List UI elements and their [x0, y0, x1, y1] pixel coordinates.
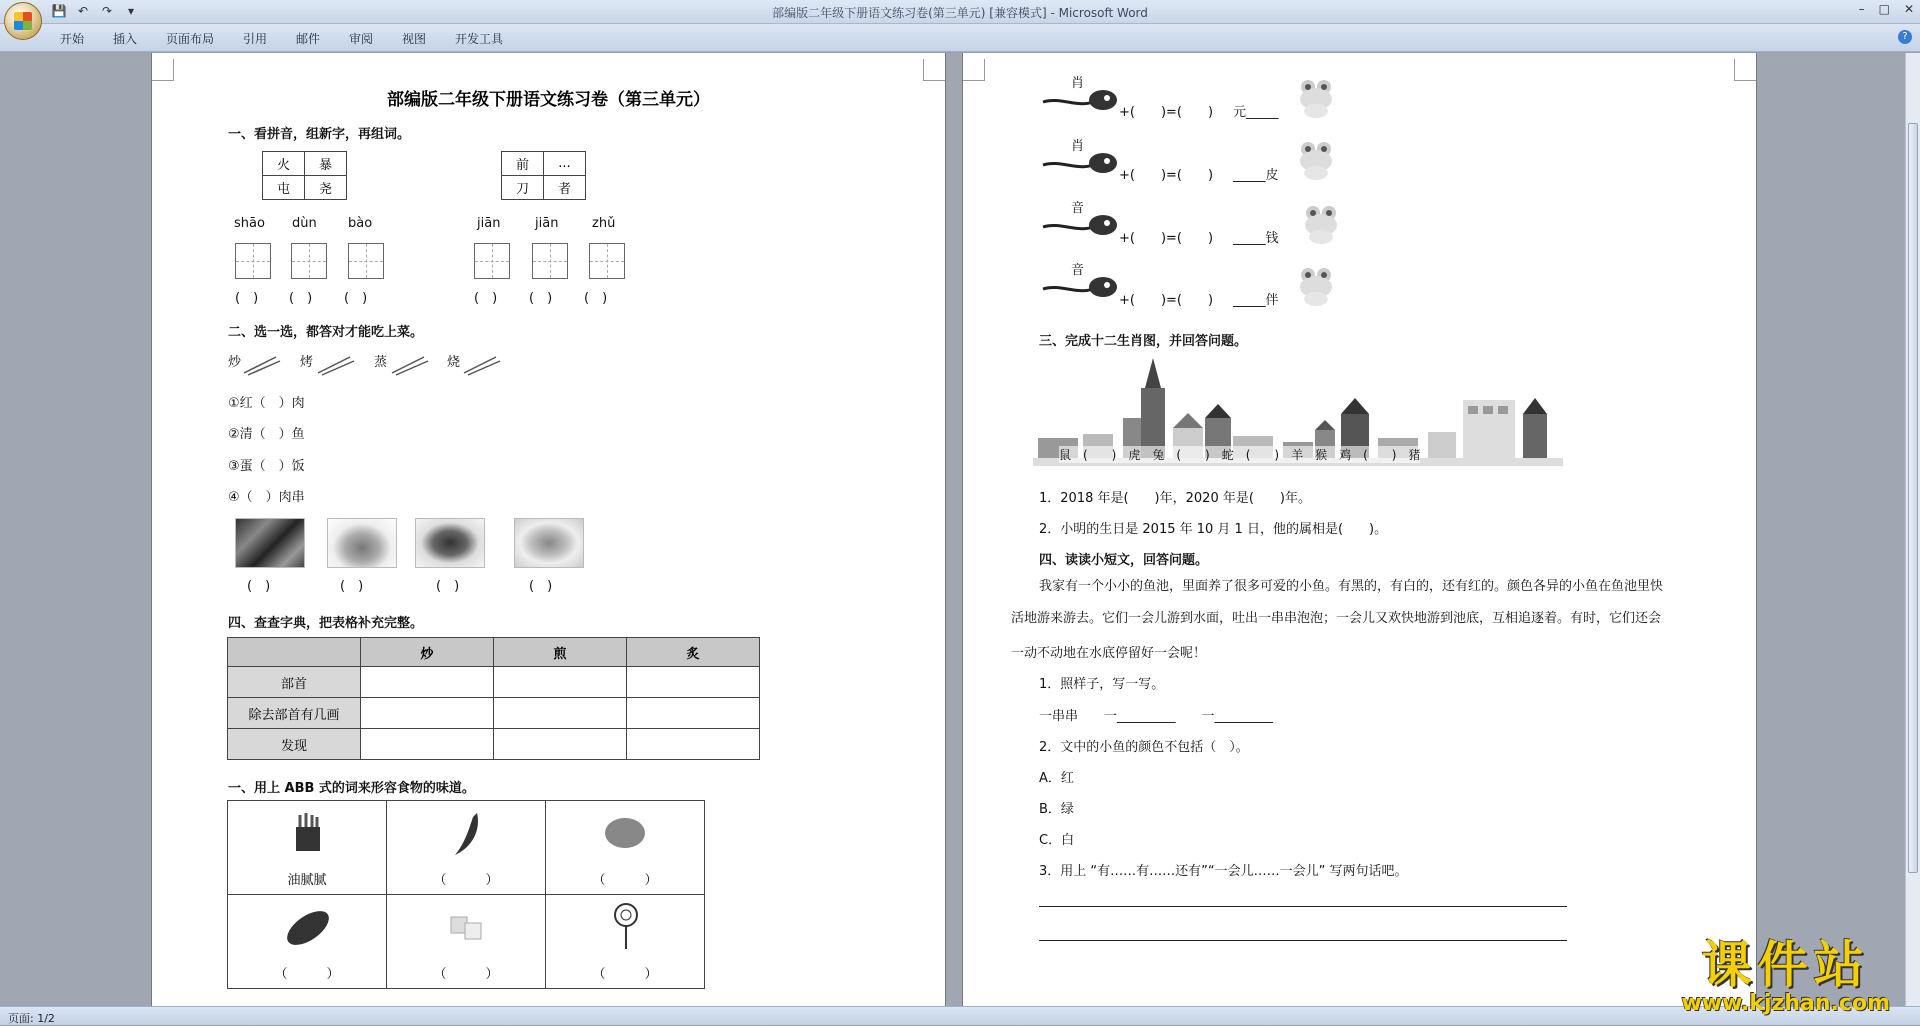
equation: +( )=( ): [1119, 231, 1214, 246]
answer-paren: ( ): [235, 291, 259, 306]
tadpole-char: 音: [1071, 201, 1085, 216]
food-cell: [546, 895, 705, 989]
table-cell[interactable]: [494, 698, 627, 729]
scroll-thumb[interactable]: [1908, 123, 1918, 873]
tadpole-char: 音: [1071, 263, 1085, 278]
bread-icon: [602, 815, 648, 851]
page-2: [963, 53, 1756, 1006]
redo-icon[interactable]: ↷: [101, 4, 113, 18]
tab-mailings[interactable]: 邮件: [296, 32, 321, 46]
page-title: 部编版二年级下册语文练习卷（第三单元）: [387, 90, 710, 110]
pinyin: shāo: [234, 216, 265, 231]
section-4-reading-heading: 四、读读小短文，回答问题。: [1039, 553, 1209, 568]
kebab-photo: [235, 518, 305, 568]
writing-box[interactable]: [474, 243, 510, 279]
answer-line[interactable]: [1039, 940, 1567, 941]
equation-answer: _____皮: [1233, 168, 1279, 183]
tab-home[interactable]: 开始: [60, 32, 85, 46]
pinyin: zhǔ: [592, 216, 616, 231]
grid-cell: 者: [544, 176, 586, 200]
window-title: 部编版二年级下册语文练习卷(第三单元) [兼容模式] - Microsoft Word: [772, 6, 1148, 20]
cook-option: 蒸: [374, 355, 388, 370]
food-answer-paren[interactable]: （ ）: [274, 967, 340, 982]
food-cell: [387, 895, 546, 989]
dish-item: ④（ ）肉串: [228, 490, 305, 505]
option: C．白: [1039, 833, 1075, 848]
save-icon[interactable]: 💾: [51, 4, 67, 18]
tab-insert[interactable]: 插入: [113, 32, 138, 46]
table-cell[interactable]: [627, 729, 760, 760]
writing-box[interactable]: [589, 243, 625, 279]
table-cell[interactable]: [494, 729, 627, 760]
ribbon-tabs: [0, 24, 1920, 52]
zodiac-sequence: 鼠 ( ) 虎 兔 ( ) 蛇 ( ) 羊 猴 鸡 ( ) 猪: [1059, 448, 1421, 462]
tadpole-1: [1041, 76, 1119, 116]
equation: +( )=( ): [1119, 105, 1214, 120]
page-1: [152, 53, 945, 1006]
food-answer-paren[interactable]: （ ）: [433, 967, 499, 982]
table-cell[interactable]: [361, 698, 494, 729]
cucumber-icon: [280, 903, 336, 953]
row-label: 除去部首有几画: [228, 698, 361, 729]
food-answer-paren[interactable]: （ ）: [433, 873, 499, 888]
frog-icon: [1296, 265, 1336, 307]
title-bar: [0, 0, 1920, 24]
tadpole-4: [1041, 263, 1119, 303]
char-grid-1: [262, 151, 347, 200]
pinyin: jiān: [477, 216, 501, 231]
table-cell[interactable]: [627, 698, 760, 729]
answer-paren: ( ): [474, 291, 498, 306]
tab-references[interactable]: 引用: [243, 32, 268, 46]
cook-option: 炒: [228, 355, 242, 370]
equation-answer: _____伴: [1233, 293, 1279, 308]
row-label: 发现: [228, 729, 361, 760]
dictionary-table: [227, 637, 760, 760]
table-header: 煎: [494, 638, 627, 667]
tab-review[interactable]: 审阅: [349, 32, 374, 46]
answer-paren: ( ): [584, 291, 608, 306]
equation-answer: _____钱: [1233, 231, 1279, 246]
minimize-icon[interactable]: –: [1858, 2, 1865, 16]
table-header: [228, 638, 361, 667]
question: 1．照样子，写一写。: [1039, 677, 1165, 692]
grid-cell: 尧: [305, 176, 347, 200]
food-cell: [546, 801, 705, 895]
tadpole-2: [1041, 139, 1119, 179]
tadpole-char: 肖: [1071, 76, 1085, 91]
table-cell[interactable]: [361, 729, 494, 760]
grid-cell: 刀: [502, 176, 544, 200]
fish-photo: [327, 518, 397, 568]
table-header: 炙: [627, 638, 760, 667]
question: 2．小明的生日是 2015 年 10 月 1 日，他的属相是( )。: [1039, 522, 1388, 537]
paragraph: 我家有一个小小的鱼池，里面养了很多可爱的小鱼。有黑的，有白的，还有红的。颜色各异的小鱼在鱼池里快: [1039, 579, 1664, 594]
answer-paren: ( ): [436, 579, 460, 594]
candy-icon: [445, 909, 489, 949]
watermark-brand: 课件站: [1701, 935, 1870, 994]
tab-developer[interactable]: 开发工具: [455, 32, 504, 46]
watermark-url: www.kjzhan.com: [1681, 991, 1890, 1016]
paragraph: 活地游来游去。它们一会儿游到水面，吐出一串串泡泡；一会儿又欢快地游到池底，互相追逐着。有时，它们还会: [1011, 611, 1662, 626]
row-label: 部首: [228, 667, 361, 698]
vertical-scrollbar[interactable]: [1905, 53, 1920, 1006]
example-line: 一串串 一_________ 一_________: [1039, 709, 1274, 724]
tab-view[interactable]: 视图: [402, 32, 427, 46]
writing-box[interactable]: [291, 243, 327, 279]
answer-line[interactable]: [1039, 906, 1567, 907]
section-3-heading: 三、完成十二生肖图，并回答问题。: [1039, 334, 1248, 349]
dish-item: ③蛋（ ）饭: [228, 459, 305, 474]
option: B．绿: [1039, 802, 1074, 817]
answer-paren: ( ): [247, 579, 271, 594]
grid-cell: 前: [502, 152, 544, 176]
food-answer: 油腻腻: [287, 873, 327, 888]
dish-item: ②清（ ）鱼: [228, 427, 305, 442]
braised-pork-photo: [415, 518, 485, 568]
chopsticks-icon: [236, 351, 536, 377]
table-cell[interactable]: [494, 667, 627, 698]
window-controls: [1859, 2, 1914, 16]
food-answer-paren[interactable]: （ ）: [592, 967, 658, 982]
table-header: 炒: [361, 638, 494, 667]
writing-box[interactable]: [532, 243, 568, 279]
tab-page-layout[interactable]: 页面布局: [166, 32, 215, 46]
customize-icon[interactable]: ▾: [127, 4, 135, 18]
answer-paren: ( ): [289, 291, 313, 306]
grid-cell: ...: [544, 152, 586, 176]
writing-box[interactable]: [235, 243, 271, 279]
answer-paren: ( ): [529, 291, 553, 306]
food-answer-paren[interactable]: （ ）: [592, 873, 658, 888]
answer-paren: ( ): [340, 579, 364, 594]
food-cell: [228, 895, 387, 989]
option: A．红: [1039, 771, 1074, 786]
food-cell: [228, 801, 387, 895]
food-cell: [387, 801, 546, 895]
maximize-icon[interactable]: □: [1878, 2, 1890, 16]
char-grid-2: [501, 151, 586, 200]
question: 1．2018 年是( )年，2020 年是( )年。: [1039, 491, 1311, 506]
frog-icon: [1296, 139, 1336, 181]
section-5-heading: 一、用上 ABB 式的词来形容食物的味道。: [228, 781, 475, 796]
status-bar: [0, 1006, 1920, 1025]
egg-rice-photo: [514, 518, 584, 568]
lollipop-icon: [611, 901, 641, 951]
question: 3．用上 “有……有……还有”“一会儿……一会儿” 写两句话吧。: [1039, 864, 1408, 879]
chili-icon: [447, 809, 487, 859]
grid-cell: 屯: [263, 176, 305, 200]
grid-cell: 火: [263, 152, 305, 176]
section-1-heading: 一、看拼音，组新字，再组词。: [228, 127, 411, 142]
writing-box[interactable]: [348, 243, 384, 279]
table-cell[interactable]: [627, 667, 760, 698]
pinyin: jiān: [535, 216, 559, 231]
food-table: [227, 800, 705, 989]
question: 2．文中的小鱼的颜色不包括（ ）。: [1039, 740, 1249, 755]
watermark: [1681, 925, 1890, 1016]
pinyin: dùn: [292, 216, 317, 231]
equation: +( )=( ): [1119, 293, 1214, 308]
paragraph: 一动不动地在水底停留好一会呢！: [1011, 646, 1207, 661]
page-indicator[interactable]: 页面: 1/2: [8, 1012, 55, 1025]
help-icon[interactable]: ?: [1898, 30, 1912, 44]
pinyin: bào: [348, 216, 373, 231]
office-button[interactable]: [4, 2, 42, 40]
frog-icon: [1301, 203, 1341, 245]
office-logo-icon: [14, 12, 32, 30]
answer-paren: ( ): [529, 579, 553, 594]
fries-icon: [288, 811, 328, 853]
cook-option: 烤: [300, 355, 314, 370]
grid-cell: 暴: [305, 152, 347, 176]
section-2-heading: 二、选一选，都答对才能吃上菜。: [228, 325, 424, 340]
document-workspace: [0, 53, 1905, 1006]
tadpole-3: [1041, 201, 1119, 241]
equation-answer: 元_____: [1233, 105, 1279, 120]
equation: +( )=( ): [1119, 168, 1214, 183]
table-cell[interactable]: [361, 667, 494, 698]
tadpole-char: 肖: [1071, 139, 1085, 154]
section-4-heading: 四、查查字典，把表格补充完整。: [228, 616, 424, 631]
cook-option: 烧: [447, 355, 461, 370]
frog-icon: [1296, 77, 1336, 119]
close-icon[interactable]: ✕: [1903, 2, 1914, 16]
dish-item: ①红（ ）肉: [228, 396, 305, 411]
undo-icon[interactable]: ↶: [77, 4, 89, 18]
answer-paren: ( ): [344, 291, 368, 306]
